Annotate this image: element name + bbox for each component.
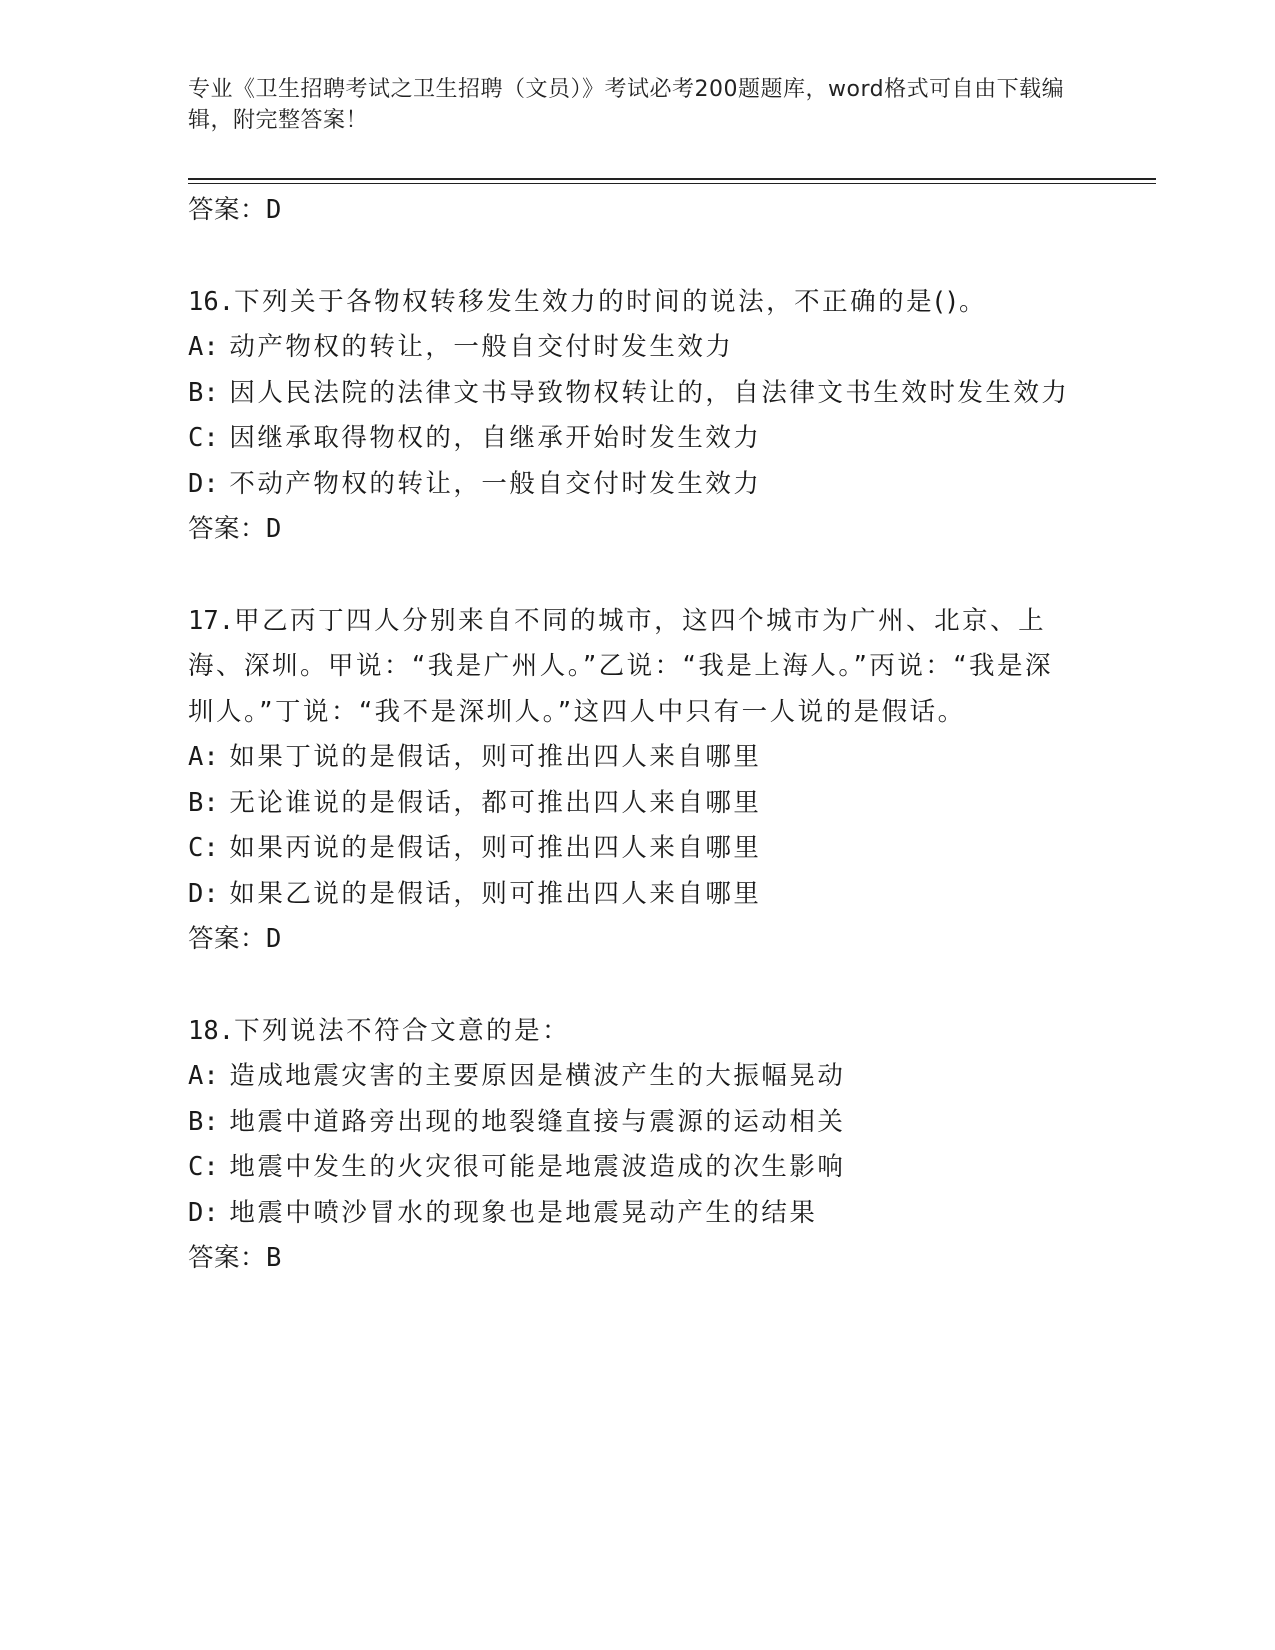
- answer-value: D: [266, 514, 282, 544]
- option-d: [188, 462, 1078, 508]
- option-text: 不动产物权的转让，一般自交付时发生效力: [229, 468, 762, 499]
- option-text: 如果乙说的是假话，则可推出四人来自哪里: [229, 878, 762, 909]
- option-letter: B:: [188, 377, 219, 408]
- question-stem: [188, 599, 1078, 736]
- option-text: 因人民法院的法律文书导致物权转让的，自法律文书生效时发生效力: [229, 377, 1070, 408]
- option-letter: C:: [188, 833, 219, 863]
- question-text: 下列说法不符合文意的是：: [234, 1015, 571, 1046]
- option-d: [188, 1191, 1078, 1237]
- answer-value: D: [266, 195, 282, 225]
- option-letter: B:: [188, 787, 219, 818]
- answer-line: [188, 188, 1078, 234]
- question-block: [188, 599, 1078, 963]
- question-text: 甲乙丙丁四人分别来自不同的城市，这四个城市为广州、北京、上海、深圳。甲说：“我是广州人。”乙说：“我是上海人。”丙说：“我是深圳人。”丁说：“我不是深圳人。”这四人中只有一人说的是假话。: [188, 605, 1054, 727]
- answer-label: 答案：: [188, 195, 267, 225]
- answer-label: 答案：: [188, 514, 267, 544]
- answer-label: 答案：: [188, 1243, 267, 1273]
- question-number: 18.: [188, 1015, 235, 1046]
- option-a: [188, 735, 1078, 781]
- option-letter: B:: [188, 1106, 219, 1137]
- answer-line: [188, 507, 1078, 553]
- option-a: [188, 325, 1078, 371]
- option-letter: A:: [188, 742, 219, 772]
- question-stem: [188, 1009, 1078, 1055]
- option-b: [188, 1100, 1078, 1146]
- answer-value: D: [266, 924, 282, 954]
- option-c: [188, 826, 1078, 872]
- option-text: 无论谁说的是假话，都可推出四人来自哪里: [229, 787, 762, 818]
- option-letter: A:: [188, 332, 219, 362]
- question-number: 17.: [188, 605, 235, 636]
- document-body: [188, 188, 1078, 1282]
- option-letter: D:: [188, 468, 219, 499]
- option-text: 地震中道路旁出现的地裂缝直接与震源的运动相关: [229, 1106, 846, 1137]
- option-letter: D:: [188, 878, 219, 909]
- answer-value: B: [266, 1243, 282, 1273]
- option-text: 动产物权的转让，一般自交付时发生效力: [229, 332, 734, 362]
- option-text: 造成地震灾害的主要原因是横波产生的大振幅晃动: [229, 1061, 846, 1091]
- option-letter: C:: [188, 423, 219, 453]
- answer-line: [188, 917, 1078, 963]
- header-divider-thin: [188, 183, 1156, 184]
- option-text: 如果丁说的是假话，则可推出四人来自哪里: [229, 742, 762, 772]
- option-c: [188, 416, 1078, 462]
- option-letter: A:: [188, 1061, 219, 1091]
- option-text: 地震中发生的火灾很可能是地震波造成的次生影响: [229, 1152, 846, 1182]
- option-d: [188, 872, 1078, 918]
- document-header: [188, 74, 1068, 136]
- question-number: 16.: [188, 286, 235, 317]
- answer-label: 答案：: [188, 924, 267, 954]
- answer-line: [188, 1236, 1078, 1282]
- header-text: 专业《卫生招聘考试之卫生招聘（文员）》考试必考200题题库，word格式可自由下载编辑，附完整答案！: [188, 77, 1065, 133]
- option-text: 因继承取得物权的，自继承开始时发生效力: [229, 423, 762, 453]
- option-b: [188, 371, 1078, 417]
- question-block: [188, 1009, 1078, 1282]
- header-divider-thick: [188, 178, 1156, 180]
- question-stem: [188, 280, 1078, 326]
- option-letter: C:: [188, 1152, 219, 1182]
- option-letter: D:: [188, 1197, 219, 1228]
- option-c: [188, 1145, 1078, 1191]
- question-text: 下列关于各物权转移发生效力的时间的说法，不正确的是()。: [234, 286, 987, 317]
- question-block: [188, 280, 1078, 553]
- option-b: [188, 781, 1078, 827]
- option-text: 如果丙说的是假话，则可推出四人来自哪里: [229, 833, 762, 863]
- option-text: 地震中喷沙冒水的现象也是地震晃动产生的结果: [229, 1197, 818, 1228]
- option-a: [188, 1054, 1078, 1100]
